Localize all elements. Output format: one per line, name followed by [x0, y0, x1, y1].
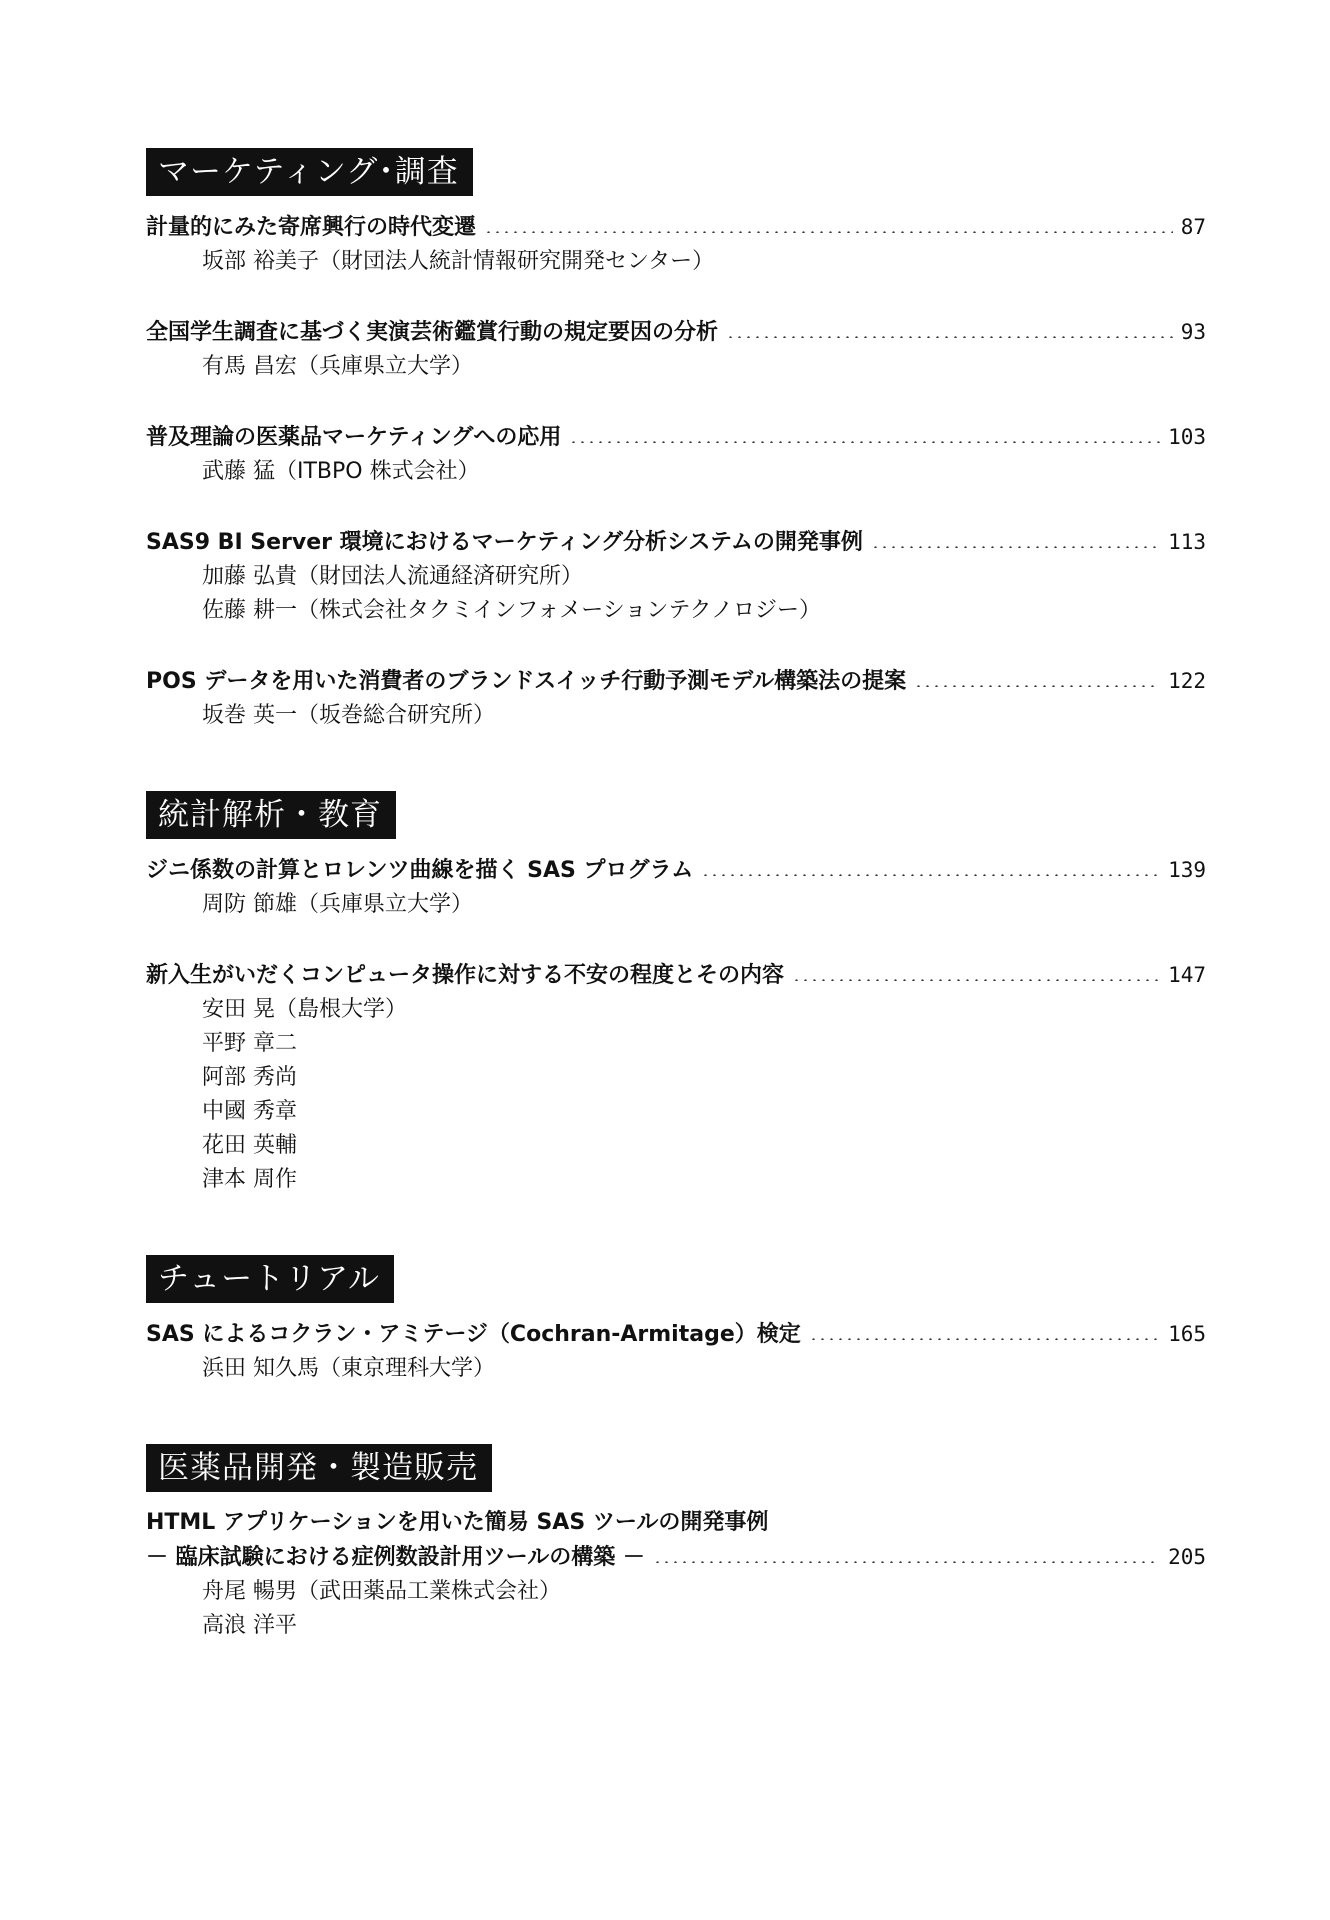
entry-author: 花田 英輔: [202, 1133, 297, 1158]
page-number: 139: [1168, 858, 1206, 882]
page-number: 165: [1168, 1322, 1206, 1346]
entry-author: 佐藤 耕一（株式会社タクミインフォメーションテクノロジー）: [202, 598, 822, 623]
dot-leader: [871, 546, 1160, 548]
section-drug-development: [146, 1444, 1206, 1643]
entry-author: 中國 秀章: [202, 1099, 297, 1124]
page-number: 205: [1168, 1545, 1206, 1569]
toc-entry[interactable]: [146, 664, 1206, 733]
entry-author: 武藤 猛（ITBPO 株式会社）: [202, 459, 480, 484]
entry-author: 平野 章二: [202, 1031, 297, 1056]
entry-title-lead: HTML アプリケーションを用いた簡易 SAS ツールの開発事例: [146, 1510, 769, 1535]
entry-title-line: [146, 420, 1206, 455]
page-number: 93: [1180, 320, 1206, 344]
page-number: 87: [1180, 215, 1206, 239]
section-tutorial: [146, 1255, 1206, 1386]
entry-author: 舟尾 暢男（武田薬品工業株式会社）: [202, 1579, 561, 1604]
page-number: 113: [1168, 530, 1206, 554]
entry-title-line: [146, 853, 1206, 888]
page-number: 122: [1168, 669, 1206, 693]
entry-title-line: [146, 210, 1206, 245]
entry-title: SAS9 BI Server 環境におけるマーケティング分析システムの開発事例: [146, 530, 863, 555]
entry-title-line: [146, 958, 1206, 993]
section-header: 統計解析・教育: [146, 791, 396, 839]
page-number: 147: [1168, 963, 1206, 987]
entry-title: POS データを用いた消費者のブランドスイッチ行動予測モデル構築法の提案: [146, 669, 907, 694]
entry-author: 周防 節雄（兵庫県立大学）: [202, 892, 473, 917]
toc-entry[interactable]: [146, 853, 1206, 922]
entry-title: SAS によるコクラン・アミテージ（Cochran-Armitage）検定: [146, 1322, 801, 1347]
entry-title: 新入生がいだくコンピュータ操作に対する不安の程度とその内容: [146, 963, 785, 988]
toc-entry[interactable]: [146, 420, 1206, 489]
toc-entry[interactable]: [146, 315, 1206, 384]
entry-author: 坂巻 英一（坂巻総合研究所）: [202, 703, 495, 728]
section-header: マーケティング･調査: [146, 148, 473, 196]
dot-leader: [726, 336, 1173, 338]
entry-title: － 臨床試験における症例数設計用ツールの構築 －: [146, 1545, 645, 1570]
entry-author: 有馬 昌宏（兵庫県立大学）: [202, 354, 473, 379]
entry-author: 坂部 裕美子（財団法人統計情報研究開発センター）: [202, 249, 715, 274]
toc-entry[interactable]: [146, 1506, 1206, 1643]
entry-title-line: [146, 1317, 1206, 1352]
dot-leader: [569, 441, 1160, 443]
entry-title-line: [146, 525, 1206, 560]
entry-title: 全国学生調査に基づく実演芸術鑑賞行動の規定要因の分析: [146, 320, 719, 345]
dot-leader: [653, 1561, 1160, 1563]
page-number: 103: [1168, 425, 1206, 449]
toc-entry[interactable]: [146, 525, 1206, 628]
entry-title: 計量的にみた寄席興行の時代変遷: [146, 215, 477, 240]
dot-leader: [484, 231, 1173, 233]
dot-leader: [914, 685, 1160, 687]
toc-entry[interactable]: [146, 210, 1206, 279]
dot-leader: [809, 1338, 1160, 1340]
section-statistics-education: [146, 791, 1206, 1197]
entry-author: 浜田 知久馬（東京理科大学）: [202, 1356, 495, 1381]
entry-title-line: [146, 1540, 1206, 1575]
toc-page: [146, 148, 1206, 1701]
entry-author: 阿部 秀尚: [202, 1065, 297, 1090]
section-header: 医薬品開発・製造販売: [146, 1444, 492, 1492]
entry-author: 高浪 洋平: [202, 1613, 297, 1638]
toc-entry[interactable]: [146, 1317, 1206, 1386]
toc-entry[interactable]: [146, 958, 1206, 1197]
entry-author: 安田 晃（島根大学）: [202, 997, 407, 1022]
entry-author: 津本 周作: [202, 1167, 297, 1192]
section-marketing: [146, 148, 1206, 733]
section-header: チュートリアル: [146, 1255, 394, 1303]
entry-title-line: [146, 315, 1206, 350]
dot-leader: [792, 979, 1160, 981]
dot-leader: [701, 874, 1160, 876]
entry-author: 加藤 弘貴（財団法人流通経済研究所）: [202, 564, 583, 589]
entry-title: 普及理論の医薬品マーケティングへの応用: [146, 425, 562, 450]
entry-title: ジニ係数の計算とロレンツ曲線を描く SAS プログラム: [146, 858, 694, 883]
entry-title-line: [146, 664, 1206, 699]
